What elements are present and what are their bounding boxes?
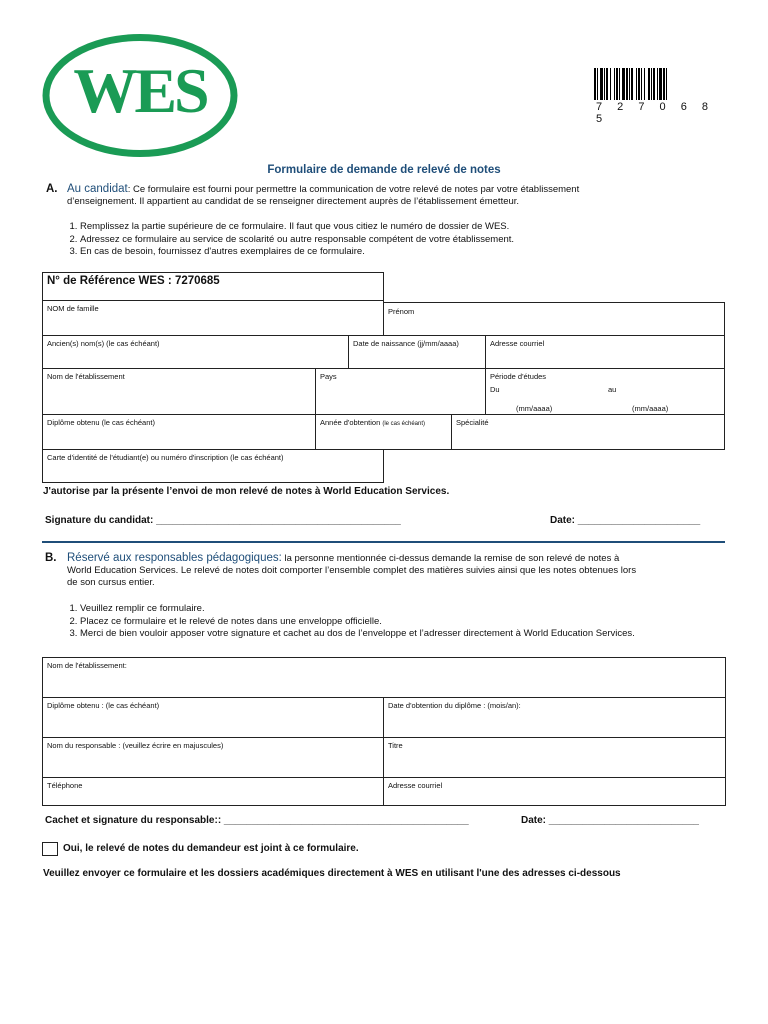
logo-text: WES [73, 55, 207, 126]
transcript-attached-checkbox[interactable] [42, 842, 58, 856]
graduation-year-label [320, 418, 425, 427]
section-a-heading: Au candidat [67, 183, 128, 195]
graduation-year-text: Année d'obtention [320, 418, 381, 427]
b-email-label: Adresse courriel [388, 781, 443, 790]
graduation-year-field[interactable] [315, 414, 452, 450]
study-period-field[interactable] [485, 368, 725, 415]
diploma-field[interactable] [42, 414, 316, 450]
section-a-letter: A. [46, 183, 58, 195]
section-a-step: 3. En cas de besoin, fournissez d'autres exemplaires de ce formulaire. [80, 246, 738, 259]
ref-number-box [42, 272, 384, 301]
b-title-label: Titre [388, 741, 403, 750]
candidate-date-line[interactable]: Date: ______________________ [550, 515, 701, 526]
form-title: Formulaire de demande de relevé de notes [267, 164, 501, 176]
barcode-digits: 7 2 7 0 6 8 5 [596, 101, 714, 125]
b-diploma-date-label: Date d'obtention du diplôme : (mois/an): [388, 701, 521, 710]
candidate-signature-line[interactable]: Signature du candidat: ____________________________________________ [45, 515, 401, 526]
b-responsible-name-field[interactable] [42, 737, 384, 778]
barcode [594, 68, 724, 100]
section-a-intro-line2: d’enseignement. Il appartient au candidat de se renseigner directement auprès de l’établissement émetteur. [67, 196, 520, 207]
b-email-field[interactable] [383, 777, 726, 806]
email-label: Adresse courriel [490, 339, 545, 348]
study-period-label: Période d'études [490, 372, 547, 381]
birth-date-label: Date de naissance (jj/mm/aaaa) [353, 339, 459, 348]
b-title-field[interactable] [383, 737, 726, 778]
diploma-label: Diplôme obtenu (le cas échéant) [47, 418, 155, 427]
ref-number: N° de Référence WES : 7270685 [47, 275, 220, 287]
authorization-text: J'autorise par la présente l’envoi de mon relevé de notes à World Education Services. [43, 486, 450, 497]
first-name-label: Prénom [388, 307, 415, 316]
transcript-attached-label: Oui, le relevé de notes du demandeur est joint à ce formulaire. [63, 843, 359, 854]
section-a-intro [67, 183, 737, 208]
section-b-step: 1. Veuillez remplir ce formulaire. [80, 603, 748, 616]
responsible-date-line[interactable]: Date: ___________________________ [521, 815, 699, 826]
graduation-year-note: (le cas échéant) [382, 421, 426, 427]
barcode-bars [594, 68, 724, 100]
section-b-intro-line3: de son cursus entier. [67, 577, 155, 588]
email-field[interactable] [485, 335, 725, 369]
section-b-heading: Réservé aux responsables pédagogiques: [67, 552, 282, 564]
section-a-steps [58, 221, 738, 259]
family-name-label: NOM de famille [47, 304, 99, 313]
section-b-intro [67, 552, 737, 589]
family-name-field[interactable] [42, 300, 384, 336]
section-a-intro-line1: : Ce formulaire est fourni pour permettre la communication de votre relevé de notes par votre établissement [127, 184, 580, 195]
country-field[interactable] [315, 368, 486, 415]
b-institution-label: Nom de l'établissement: [47, 661, 127, 670]
period-to-format: (mm/aaaa) [632, 404, 669, 413]
first-name-field[interactable] [383, 302, 725, 336]
section-a-step: 2. Adressez ce formulaire au service de scolarité ou autre responsable compétent de votre établissement. [80, 234, 738, 247]
responsible-signature-line[interactable]: Cachet et signature du responsable:: ____________________________________________ [45, 815, 469, 826]
specialty-label: Spécialité [456, 418, 489, 427]
institution-label: Nom de l'établissement [47, 372, 125, 381]
b-phone-field[interactable] [42, 777, 384, 806]
section-b-step: 3. Merci de bien vouloir apposer votre signature et cachet au dos de l’enveloppe et l’adresser directement à World Education Services. [80, 628, 748, 641]
b-diploma-label: Diplôme obtenu : (le cas échéant) [47, 701, 160, 710]
b-responsible-name-label: Nom du responsable : (veuillez écrire en majuscules) [47, 741, 224, 750]
b-institution-field[interactable] [42, 657, 726, 698]
former-names-field[interactable] [42, 335, 349, 369]
former-names-label: Ancien(s) nom(s) (le cas échéant) [47, 339, 160, 348]
student-id-label: Carte d'identité de l'étudiant(e) ou numéro d'inscription (le cas échéant) [47, 453, 284, 462]
b-phone-label: Téléphone [47, 781, 83, 790]
section-b-intro-line1: la personne mentionnée ci-dessus demande la remise de son relevé de notes à [281, 553, 620, 564]
period-from-format: (mm/aaaa) [516, 404, 553, 413]
student-id-field[interactable] [42, 449, 384, 483]
country-label: Pays [320, 372, 337, 381]
section-b-letter: B. [45, 552, 57, 564]
period-to-label: au [608, 385, 617, 394]
institution-field[interactable] [42, 368, 316, 415]
section-b-step: 2. Placez ce formulaire et le relevé de notes dans une enveloppe officielle. [80, 616, 748, 629]
section-b-steps [58, 603, 748, 641]
b-diploma-date-field[interactable] [383, 697, 726, 738]
section-a-step: 1. Remplissez la partie supérieure de ce formulaire. Il faut que vous citiez le numéro de dossier de WES. [80, 221, 738, 234]
footer-instruction: Veuillez envoyer ce formulaire et les dossiers académiques directement à WES en utilisant l'une des adresses ci-dessous [43, 868, 621, 879]
section-divider [42, 541, 725, 543]
b-diploma-field[interactable] [42, 697, 384, 738]
wes-logo [42, 34, 238, 157]
specialty-field[interactable] [451, 414, 725, 450]
period-from-label: Du [490, 385, 500, 394]
birth-date-field[interactable] [348, 335, 486, 369]
section-b-intro-line2: World Education Services. Le relevé de notes doit comporter l’ensemble complet des matières suivies ainsi que les notes obtenues lors [67, 565, 637, 576]
